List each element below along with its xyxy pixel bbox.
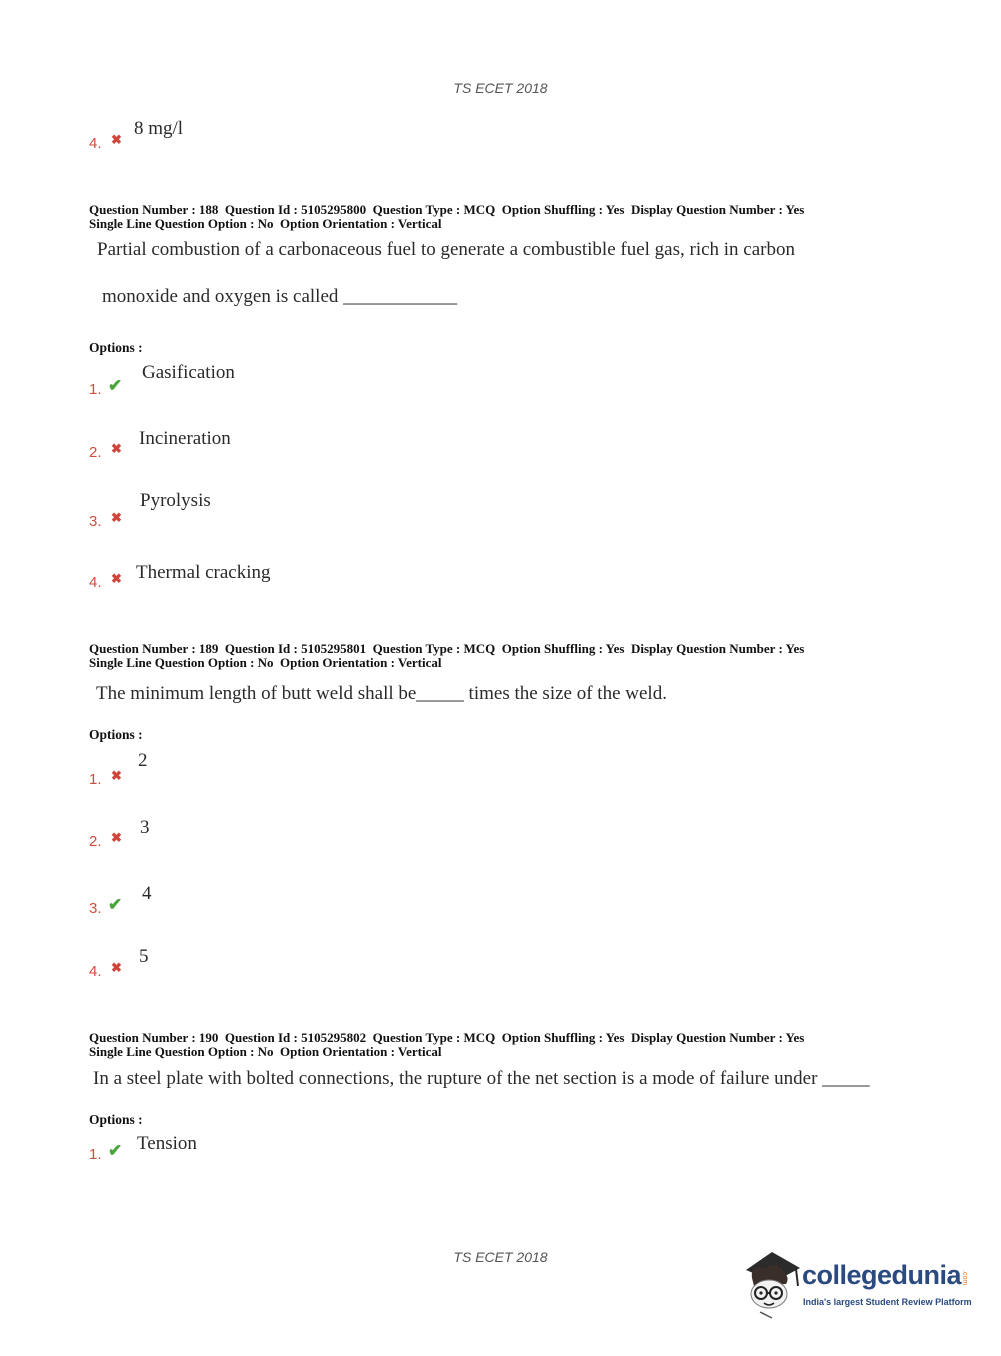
option-number: 2. — [89, 444, 102, 461]
cross-icon: ✖ — [111, 768, 122, 783]
options-label: Options : — [89, 727, 143, 742]
option-text: 3 — [140, 817, 150, 838]
option-number: 4. — [89, 135, 102, 152]
page-footer: TS ECET 2018 — [453, 1249, 548, 1265]
mascot-icon — [742, 1248, 804, 1320]
option-number: 2. — [89, 833, 102, 850]
option-number: 4. — [89, 574, 102, 591]
logo-suffix: .com — [961, 1270, 968, 1286]
question-text: monoxide and oxygen is called ____________ — [102, 286, 458, 307]
page-header: TS ECET 2018 — [453, 80, 548, 96]
question-text: The minimum length of butt weld shall be_____ times the size of the weld. — [96, 683, 667, 704]
question-text: Partial combustion of a carbonaceous fuel to generate a combustible fuel gas, rich in carbon — [97, 239, 795, 260]
check-icon: ✔ — [108, 1141, 123, 1160]
option-text: Thermal cracking — [136, 562, 271, 583]
cross-icon: ✖ — [111, 441, 122, 456]
cross-icon: ✖ — [111, 510, 122, 525]
collegedunia-logo — [742, 1248, 972, 1320]
cross-icon: ✖ — [111, 132, 122, 147]
option-text: 4 — [142, 883, 152, 904]
question-meta: Single Line Question Option : No Option Orientation : Vertical — [89, 1044, 442, 1059]
option-text: Incineration — [139, 428, 231, 449]
option-text: Gasification — [142, 362, 235, 383]
option-text: Pyrolysis — [140, 490, 211, 511]
options-label: Options : — [89, 1112, 143, 1127]
question-meta: Single Line Question Option : No Option Orientation : Vertical — [89, 655, 442, 670]
question-meta: Question Number : 188 Question Id : 5105295800 Question Type : MCQ Option Shuffling : Yes Display Question Number : Yes — [89, 202, 805, 217]
check-icon: ✔ — [108, 376, 123, 395]
question-text: In a steel plate with bolted connections, the rupture of the net section is a mode of failure under _____ — [93, 1068, 870, 1089]
logo-tagline: India's largest Student Review Platform — [803, 1297, 972, 1307]
cross-icon: ✖ — [111, 830, 122, 845]
option-number: 1. — [89, 381, 102, 398]
option-text: 2 — [138, 750, 148, 771]
option-number: 1. — [89, 771, 102, 788]
option-number: 3. — [89, 900, 102, 917]
question-meta: Single Line Question Option : No Option Orientation : Vertical — [89, 216, 442, 231]
option-text: 5 — [139, 946, 149, 967]
logo-wordmark: collegedunia — [802, 1260, 962, 1290]
option-number: 1. — [89, 1146, 102, 1163]
question-meta: Question Number : 190 Question Id : 5105295802 Question Type : MCQ Option Shuffling : Yes Display Question Number : Yes — [89, 1030, 805, 1045]
check-icon: ✔ — [108, 895, 123, 914]
option-number: 4. — [89, 963, 102, 980]
cross-icon: ✖ — [111, 571, 122, 586]
option-text: 8 mg/l — [134, 118, 184, 139]
options-label: Options : — [89, 340, 143, 355]
question-meta: Question Number : 189 Question Id : 5105295801 Question Type : MCQ Option Shuffling : Yes Display Question Number : Yes — [89, 641, 805, 656]
option-number: 3. — [89, 513, 102, 530]
cross-icon: ✖ — [111, 960, 122, 975]
option-text: Tension — [137, 1133, 197, 1154]
